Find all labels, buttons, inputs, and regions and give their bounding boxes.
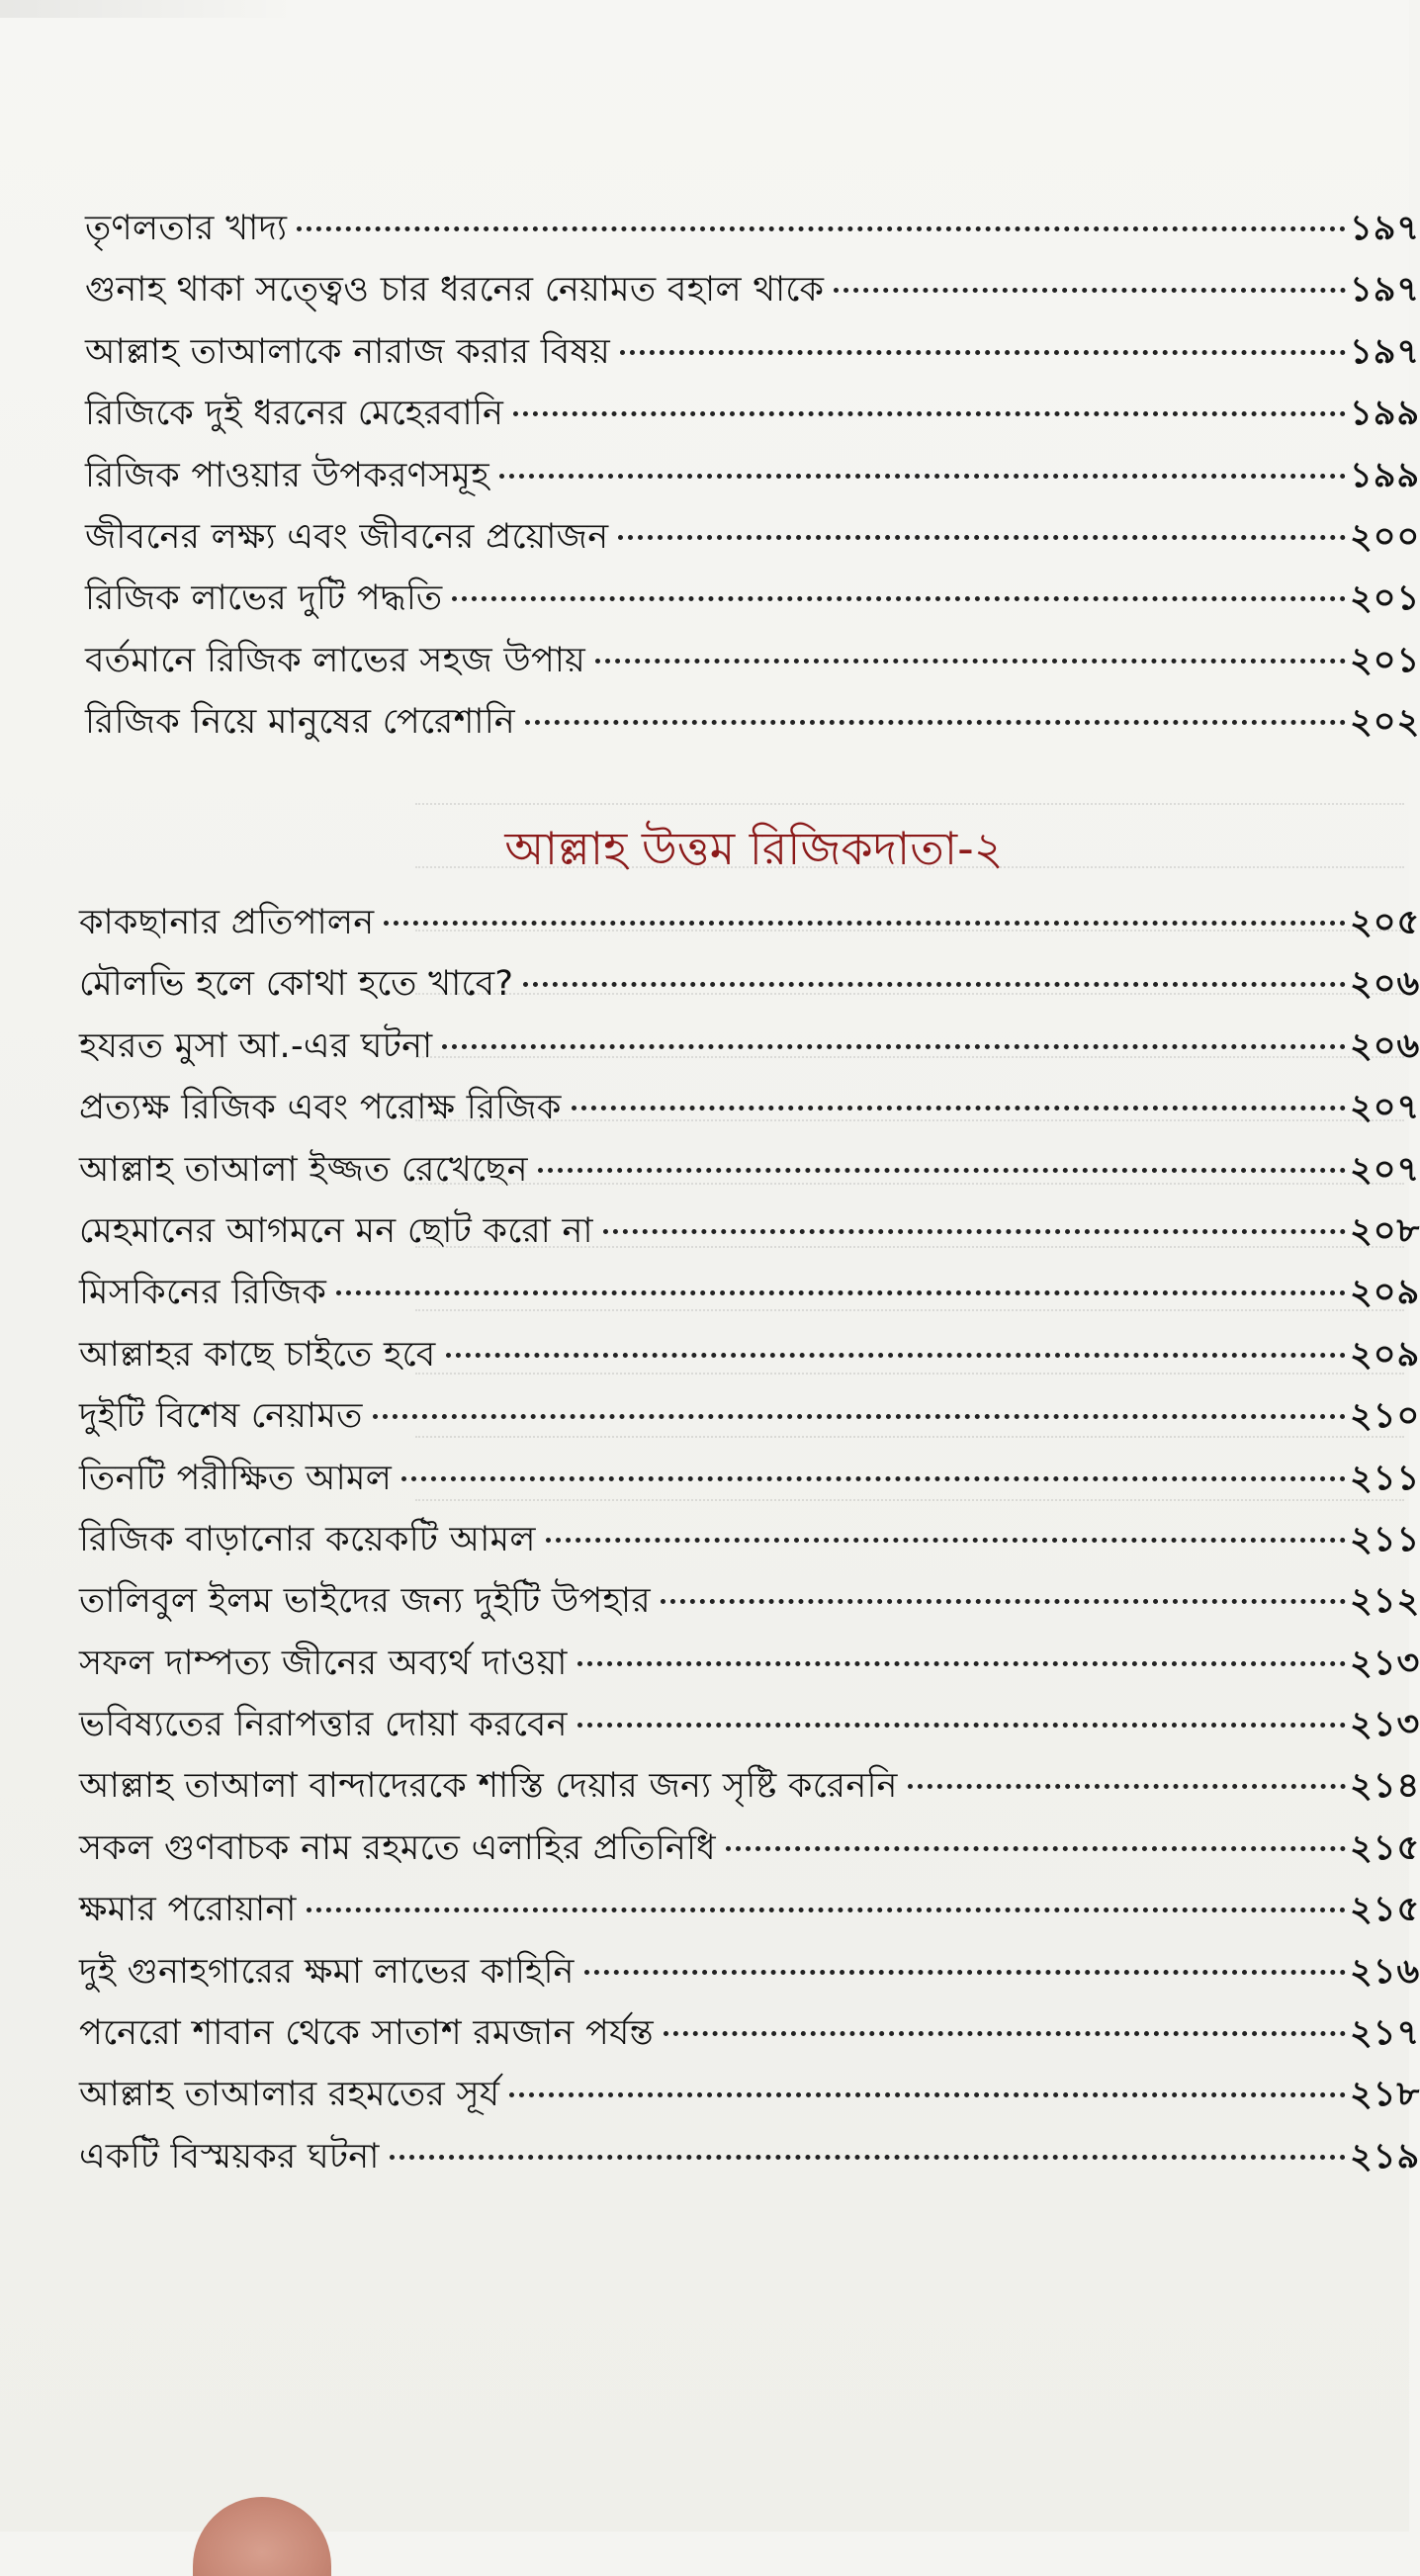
toc-entry-page-number: ২১৩ xyxy=(1350,1705,1420,1745)
dot-leader xyxy=(908,1784,1346,1789)
toc-entry-title: ক্ষমার পরোয়ানা xyxy=(79,1890,297,1930)
dot-leader xyxy=(584,1970,1346,1975)
toc-entry-page-number: ২০১ xyxy=(1350,640,1420,680)
toc-entry-page-number: ২০৮ xyxy=(1350,1210,1420,1251)
toc-entry-title: রিজিক নিয়ে মানুষের পেরেশানি xyxy=(85,702,515,743)
dot-leader xyxy=(499,474,1346,479)
toc-entry-page-number: ২১০ xyxy=(1350,1396,1420,1437)
toc-entry-page-number: ১৯৭ xyxy=(1350,331,1420,372)
dot-leader xyxy=(538,1168,1346,1173)
toc-entry-title: জীবনের লক্ষ্য এবং জীবনের প্রয়োজন xyxy=(85,516,609,557)
toc-entry xyxy=(0,568,1420,629)
dot-leader xyxy=(401,1476,1346,1481)
toc-entry-page-number: ২০৯ xyxy=(1350,1273,1420,1313)
toc-entry-page-number: ২১২ xyxy=(1350,1581,1420,1622)
toc-entry-page-number: ২১৫ xyxy=(1350,1890,1420,1930)
toc-entry-title: মেহমানের আগমনে মন ছোট করো না xyxy=(79,1210,593,1251)
dot-leader xyxy=(577,1661,1346,1666)
dot-leader xyxy=(595,659,1346,664)
toc-entry-page-number: ১৯৭ xyxy=(1350,270,1420,311)
toc-entry-title: দুইটি বিশেষ নেয়ামত xyxy=(79,1396,363,1437)
toc-entry xyxy=(0,2064,1420,2125)
toc-entry-page-number: ২১৮ xyxy=(1350,2075,1420,2115)
toc-entry-title: কাকছানার প্রতিপালন xyxy=(79,903,375,942)
dot-leader xyxy=(523,982,1346,987)
toc-entry-title: একটি বিস্ময়কর ঘটনা xyxy=(79,2136,380,2176)
toc-entry-page-number: ২১৪ xyxy=(1350,1766,1420,1807)
dot-leader xyxy=(390,2155,1346,2160)
toc-entry-title: আল্লাহ তাআলার রহমতের সূর্য xyxy=(79,2075,500,2115)
toc-section-one xyxy=(0,198,1420,754)
toc-entry-title: সকল গুণবাচক নাম রহমতে এলাহির প্রতিনিধি xyxy=(79,1827,716,1868)
toc-entry-page-number: ১৯৯ xyxy=(1350,394,1420,434)
dot-leader xyxy=(726,1846,1346,1851)
dot-leader xyxy=(525,720,1346,725)
toc-entry-title: প্রত্যক্ষ রিজিক এবং পরোক্ষ রিজিক xyxy=(79,1088,562,1128)
toc-entry xyxy=(0,1818,1420,1879)
toc-entry xyxy=(0,691,1420,753)
dot-leader xyxy=(442,1044,1346,1049)
toc-entry-page-number: ২১৩ xyxy=(1350,1643,1420,1683)
toc-entry-page-number: ২০৫ xyxy=(1350,903,1420,942)
toc-entry-title: তিনটি পরীক্ষিত আমল xyxy=(79,1458,393,1498)
toc-entry xyxy=(0,445,1420,506)
toc-entry xyxy=(0,1694,1420,1755)
toc-entry-title: রিজিক পাওয়ার উপকরণসমূহ xyxy=(85,455,489,495)
toc-entry xyxy=(0,630,1420,691)
toc-entry xyxy=(0,1448,1420,1509)
dot-leader xyxy=(620,350,1346,355)
dot-leader xyxy=(452,596,1346,601)
toc-entry xyxy=(0,506,1420,568)
dot-leader xyxy=(572,1106,1346,1110)
toc-entry xyxy=(0,953,1420,1015)
toc-entry xyxy=(0,1262,1420,1323)
toc-entry-title: আল্লাহ তাআলা বান্দাদেরকে শাস্তি দেয়ার জন্য সৃষ্টি করেননি xyxy=(79,1766,898,1807)
toc-entry-page-number: ২১১ xyxy=(1350,1458,1420,1498)
toc-entry-page-number: ২০৯ xyxy=(1350,1334,1420,1375)
toc-entry-page-number: ২০২ xyxy=(1350,702,1420,743)
toc-entry xyxy=(0,2002,1420,2064)
toc-entry-title: রিজিক বাড়ানোর কয়েকটি আমল xyxy=(79,1519,536,1559)
toc-entry xyxy=(0,1509,1420,1570)
toc-entry-page-number: ২০০ xyxy=(1350,516,1420,557)
dot-leader xyxy=(834,288,1346,293)
toc-entry-page-number: ২০৭ xyxy=(1350,1149,1420,1190)
toc-entry xyxy=(0,198,1420,259)
toc-entry xyxy=(0,1879,1420,1940)
toc-entry xyxy=(0,1755,1420,1817)
toc-section-two xyxy=(0,892,1420,2187)
toc-entry-page-number: ২০৭ xyxy=(1350,1088,1420,1128)
toc-entry xyxy=(0,892,1420,953)
dot-leader xyxy=(513,411,1346,416)
toc-entry xyxy=(0,259,1420,320)
dot-leader xyxy=(618,535,1346,540)
toc-entry-title: পনেরো শাবান থেকে সাতাশ রমজান পর্যন্ত xyxy=(79,2013,654,2054)
thumb-holding-page xyxy=(193,2497,331,2576)
page-corner-shadow xyxy=(0,0,297,18)
toc-entry-page-number: ১৯৭ xyxy=(1350,209,1420,248)
toc-entry xyxy=(0,1941,1420,2002)
toc-entry-title: আল্লাহ তাআলা ইজ্জত রেখেছেন xyxy=(79,1149,528,1190)
toc-entry xyxy=(0,2126,1420,2187)
toc-entry-title: রিজিকে দুই ধরনের মেহেরবানি xyxy=(85,394,504,434)
dot-leader xyxy=(446,1353,1347,1358)
toc-entry-page-number: ২১৫ xyxy=(1350,1827,1420,1868)
toc-entry-title: মিসকিনের রিজিক xyxy=(79,1273,327,1313)
toc-entry-title: হযরত মুসা আ.-এর ঘটনা xyxy=(79,1025,433,1066)
dot-leader xyxy=(297,226,1346,231)
toc-entry-page-number: ২১৬ xyxy=(1350,1951,1420,1992)
toc-entry xyxy=(0,1016,1420,1077)
toc-entry-title: ভবিষ্যতের নিরাপত্তার দোয়া করবেন xyxy=(79,1705,568,1745)
dot-leader xyxy=(509,2092,1346,2097)
toc-entry-page-number: ২০৬ xyxy=(1350,964,1420,1005)
toc-entry-title: গুনাহ থাকা সত্ত্বেও চার ধরনের নেয়ামত বহাল থাকে xyxy=(85,270,825,311)
dot-leader xyxy=(384,921,1346,926)
dot-leader xyxy=(577,1723,1346,1728)
dot-leader xyxy=(661,1599,1346,1604)
toc-entry xyxy=(0,1200,1420,1262)
toc-entry-page-number: ১৯৯ xyxy=(1350,455,1420,495)
toc-entry-page-number: ২০১ xyxy=(1350,578,1420,619)
toc-entry xyxy=(0,1324,1420,1385)
toc-entry-title: তৃণলতার খাদ্য xyxy=(85,209,288,248)
toc-entry-title: দুই গুনাহগারের ক্ষমা লাভের কাহিনি xyxy=(79,1951,575,1992)
dot-leader xyxy=(603,1229,1346,1234)
toc-entry-title: রিজিক লাভের দুটি পদ্ধতি xyxy=(85,578,443,619)
toc-entry xyxy=(0,1077,1420,1138)
toc-entry-title: আল্লাহ তাআলাকে নারাজ করার বিষয় xyxy=(85,331,611,372)
toc-entry xyxy=(0,383,1420,444)
dot-leader xyxy=(336,1290,1346,1295)
toc-entry xyxy=(0,1139,1420,1200)
toc-entry-title: মৌলভি হলে কোথা হতে খাবে? xyxy=(79,964,514,1005)
dot-leader xyxy=(307,1908,1346,1912)
toc-entry-page-number: ২০৬ xyxy=(1350,1025,1420,1066)
toc-entry-page-number: ২১৭ xyxy=(1350,2013,1420,2054)
toc-entry xyxy=(0,1385,1420,1447)
toc-entry-page-number: ২১৯ xyxy=(1350,2136,1420,2176)
toc-entry-title: তালিবুল ইলম ভাইদের জন্য দুইটি উপহার xyxy=(79,1581,651,1622)
toc-entry xyxy=(0,1633,1420,1694)
toc-entry-title: আল্লাহর কাছে চাইতে হবে xyxy=(79,1334,436,1375)
toc-entry-title: সফল দাম্পত্য জীনের অব্যর্থ দাওয়া xyxy=(79,1643,568,1683)
dot-leader xyxy=(546,1538,1346,1543)
toc-entry xyxy=(0,321,1420,383)
toc-entry-title: বর্তমানে রিজিক লাভের সহজ উপায় xyxy=(85,640,586,680)
toc-entry xyxy=(0,1570,1420,1632)
dot-leader xyxy=(664,2031,1346,2036)
dot-leader xyxy=(373,1414,1346,1419)
section-heading: আল্লাহ উত্তম রিজিকদাতা-২ xyxy=(504,822,1004,875)
toc-entry-page-number: ২১১ xyxy=(1350,1519,1420,1559)
